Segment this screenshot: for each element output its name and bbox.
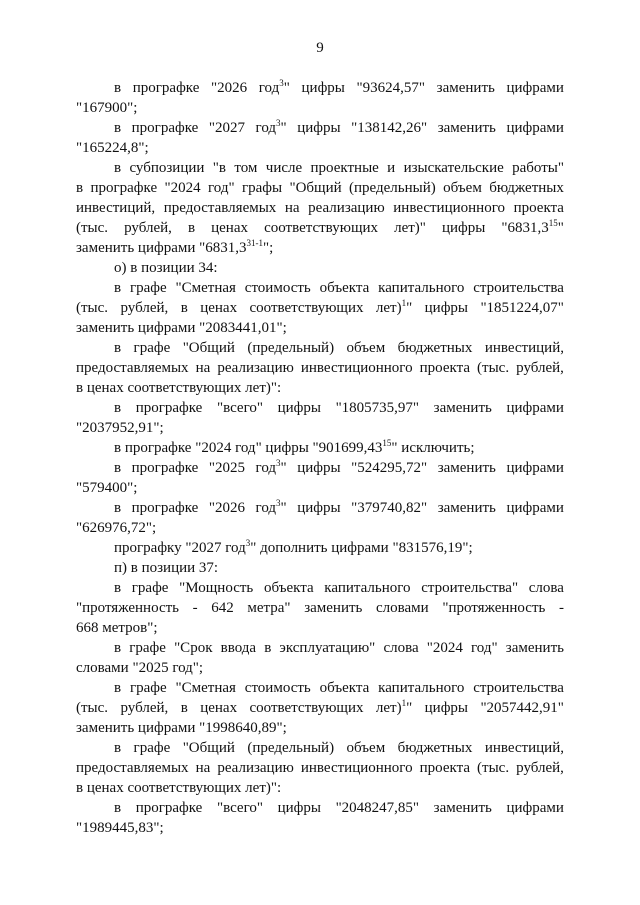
text-line: словами "2025 год"; <box>76 660 204 676</box>
word: в <box>114 740 122 756</box>
word: работы" <box>512 160 564 176</box>
text-line: о) в позиции 34: <box>114 260 218 276</box>
word: числе <box>265 160 303 176</box>
word: "138142,26" <box>351 120 428 136</box>
text-line: "1989445,83"; <box>76 820 164 836</box>
word: субпозиции <box>129 160 205 176</box>
word: в <box>114 460 122 476</box>
word: цифры <box>297 120 341 136</box>
word: в <box>114 400 122 416</box>
word: реализацию <box>308 200 385 216</box>
text-line <box>76 638 564 658</box>
word: графе <box>133 340 171 356</box>
document-body <box>76 78 564 838</box>
text-line: в ценах соответствующих лет)": <box>76 780 282 796</box>
word: ценах <box>200 700 238 716</box>
word: проектные <box>310 160 379 176</box>
word: цифры <box>301 80 345 96</box>
word: прографке <box>131 500 199 516</box>
word: "1851224,07" <box>480 300 564 316</box>
word: прографке <box>90 180 158 196</box>
word: строительства <box>473 680 564 696</box>
word: "в <box>212 160 226 176</box>
text-line <box>76 598 564 618</box>
word: в <box>114 640 122 656</box>
word: "2026 <box>208 500 245 516</box>
word: графе <box>131 580 169 596</box>
word: в <box>114 680 122 696</box>
word: цифрами <box>506 120 564 136</box>
text-line: прографку "2027 год$^3$" дополнить цифрами "831576,19"; <box>114 538 473 556</box>
word: бюджетных <box>397 340 473 356</box>
word: проекта <box>513 200 564 216</box>
word: на <box>195 760 211 776</box>
word: предоставляемых <box>163 200 277 216</box>
word: заменить <box>437 500 496 516</box>
word: эксплуатацию" <box>279 640 376 656</box>
word: объекта <box>319 680 370 696</box>
word: в <box>76 180 84 196</box>
word: в <box>114 580 122 596</box>
word: в <box>180 700 188 716</box>
word: "2057442,91" <box>480 700 564 716</box>
text-line: в прографке "2024 год" цифры "901699,43$^{15}$" исключить; <box>114 438 475 456</box>
word: инвестиционного <box>393 200 505 216</box>
word: объем <box>346 340 386 356</box>
word: капитального <box>378 280 465 296</box>
word: инвестиций, <box>76 200 156 216</box>
word: проекта <box>419 760 470 776</box>
word: рублей, <box>120 300 169 316</box>
word: в <box>264 640 272 656</box>
word: бюджетных <box>397 740 473 756</box>
word: (тыс. <box>76 220 109 236</box>
word: "Срок <box>174 640 213 656</box>
word: графе <box>133 740 171 756</box>
word: "2024 <box>164 180 201 196</box>
word: цифрами <box>506 460 564 476</box>
text-line <box>76 118 564 138</box>
word: инвестиционного <box>300 760 413 776</box>
word: соответствующих <box>264 220 379 236</box>
word: в <box>114 500 122 516</box>
word: изыскательские <box>403 160 504 176</box>
word: "2024 <box>426 640 463 656</box>
word: прографке <box>132 80 200 96</box>
word: "2025 <box>208 460 245 476</box>
word: инвестиционного <box>300 360 413 376</box>
word: цифрами <box>506 800 564 816</box>
text-line <box>76 458 564 478</box>
word: в <box>114 160 122 176</box>
word: на <box>195 360 211 376</box>
text-line <box>76 218 564 238</box>
word: "6831,3$^{15}$" <box>501 218 564 236</box>
word: заменить <box>433 800 492 816</box>
word: "протяженность <box>76 600 180 616</box>
word: "1805735,97" <box>335 400 420 416</box>
word: и <box>387 160 396 176</box>
text-line <box>76 498 564 518</box>
text-line <box>76 678 564 698</box>
text-line <box>76 358 564 378</box>
word: - <box>558 600 564 616</box>
word: стоимость <box>244 280 311 296</box>
word: (тыс. <box>76 700 109 716</box>
text-line: "579400"; <box>76 480 138 496</box>
word: лет)$^1$" <box>375 698 413 716</box>
word: "2026 <box>211 80 248 96</box>
word: строительства" <box>421 580 519 596</box>
word: год$^3$" <box>258 78 290 96</box>
text-line: "167900"; <box>76 100 138 116</box>
word: объем <box>346 740 386 756</box>
word: рублей, <box>120 700 169 716</box>
word: "Общий <box>182 740 235 756</box>
word: реализацию <box>217 760 294 776</box>
text-line <box>76 698 564 718</box>
word: инвестиций, <box>484 340 564 356</box>
word: год$^3$" <box>255 498 287 516</box>
word: (тыс. <box>477 760 510 776</box>
word: прографке <box>135 800 203 816</box>
text-line <box>76 198 564 218</box>
word: "Сметная <box>175 280 236 296</box>
word: (предельный) <box>349 180 436 196</box>
word: - <box>192 600 198 616</box>
word: "Общий <box>182 340 235 356</box>
word: год" <box>471 640 498 656</box>
word: в <box>180 300 188 316</box>
word: ввода <box>220 640 257 656</box>
word: цифры <box>297 460 341 476</box>
word: графы <box>241 180 283 196</box>
word: на <box>284 200 300 216</box>
word: метра" <box>247 600 291 616</box>
word: "Сметная <box>175 680 236 696</box>
word: в <box>187 220 196 236</box>
text-line <box>76 398 564 418</box>
word: заменить <box>433 400 492 416</box>
text-line: "2037952,91"; <box>76 420 164 436</box>
word: цифры <box>424 300 469 316</box>
word: "379740,82" <box>351 500 428 516</box>
word: (тыс. <box>477 360 510 376</box>
word: слова <box>383 640 419 656</box>
word: рублей, <box>124 220 172 236</box>
text-line <box>76 798 564 818</box>
text-line: заменить цифрами "1998640,89"; <box>76 720 287 736</box>
word: цифрами <box>506 80 564 96</box>
word: цифры <box>442 220 486 236</box>
word: заменить <box>436 80 495 96</box>
word: год$^3$" <box>255 458 287 476</box>
word: прографке <box>131 460 199 476</box>
word: цифрами <box>506 400 564 416</box>
word: (предельный) <box>247 740 335 756</box>
text-line <box>76 758 564 778</box>
text-line <box>76 278 564 298</box>
word: рублей, <box>516 360 564 376</box>
word: "всего" <box>216 400 263 416</box>
word: объекта <box>263 580 314 596</box>
word: соответствующих <box>249 700 364 716</box>
word: объем <box>443 180 482 196</box>
text-line: "626976,72"; <box>76 520 157 536</box>
page-number: 9 <box>316 40 324 56</box>
text-line: в ценах соответствующих лет)": <box>76 380 282 396</box>
word: в <box>114 80 122 96</box>
word: год" <box>207 180 235 196</box>
word: проекта <box>419 360 470 376</box>
word: объекта <box>319 280 370 296</box>
word: ценах <box>211 220 248 236</box>
word: рублей, <box>516 760 564 776</box>
word: прографке <box>131 120 199 136</box>
word: 642 <box>211 600 234 616</box>
word: капитального <box>324 580 411 596</box>
word: слова <box>528 580 564 596</box>
text-line: "165224,8"; <box>76 140 149 156</box>
text-line <box>76 178 564 198</box>
text-line <box>76 338 564 358</box>
text-line <box>76 78 564 98</box>
word: "2048247,85" <box>335 800 420 816</box>
word: словами <box>376 600 429 616</box>
word: "всего" <box>216 800 263 816</box>
word: том <box>234 160 258 176</box>
word: цифры <box>277 800 321 816</box>
text-line <box>76 738 564 758</box>
word: заменить <box>304 600 363 616</box>
word: заменить <box>505 640 564 656</box>
word: цифры <box>297 500 341 516</box>
text-line: заменить цифрами "2083441,01"; <box>76 320 287 336</box>
text-line <box>76 578 564 598</box>
word: бюджетных <box>489 180 564 196</box>
word: строительства <box>473 280 564 296</box>
word: прографке <box>135 400 203 416</box>
word: заменить <box>437 120 496 136</box>
word: "Мощность <box>179 580 254 596</box>
word: в <box>114 340 122 356</box>
word: стоимость <box>244 680 311 696</box>
text-line: заменить цифрами "6831,3$^{31-1}$"; <box>76 238 274 256</box>
word: реализацию <box>217 360 294 376</box>
text-line <box>76 298 564 318</box>
word: соответствующих <box>249 300 364 316</box>
word: предоставляемых <box>76 760 189 776</box>
word: лет)" <box>394 220 426 236</box>
word: "524295,72" <box>351 460 428 476</box>
word: в <box>114 120 122 136</box>
word: (тыс. <box>76 300 109 316</box>
word: заменить <box>437 460 496 476</box>
word: графе <box>129 640 166 656</box>
word: цифры <box>277 400 321 416</box>
word: "протяженность <box>442 600 546 616</box>
word: инвестиций, <box>484 740 564 756</box>
word: лет)$^1$" <box>375 298 413 316</box>
word: ценах <box>200 300 238 316</box>
text-line <box>76 158 564 178</box>
text-line: 668 метров"; <box>76 620 158 636</box>
word: цифры <box>424 700 469 716</box>
word: цифрами <box>506 500 564 516</box>
word: в <box>114 800 122 816</box>
word: "Общий <box>289 180 342 196</box>
word: графе <box>129 280 167 296</box>
word: год$^3$" <box>255 118 287 136</box>
text-line: п) в позиции 37: <box>114 560 219 576</box>
word: "2027 <box>208 120 245 136</box>
word: капитального <box>378 680 465 696</box>
word: (предельный) <box>247 340 335 356</box>
word: в <box>114 280 122 296</box>
word: "93624,57" <box>356 80 426 96</box>
word: предоставляемых <box>76 360 189 376</box>
word: графе <box>129 680 167 696</box>
